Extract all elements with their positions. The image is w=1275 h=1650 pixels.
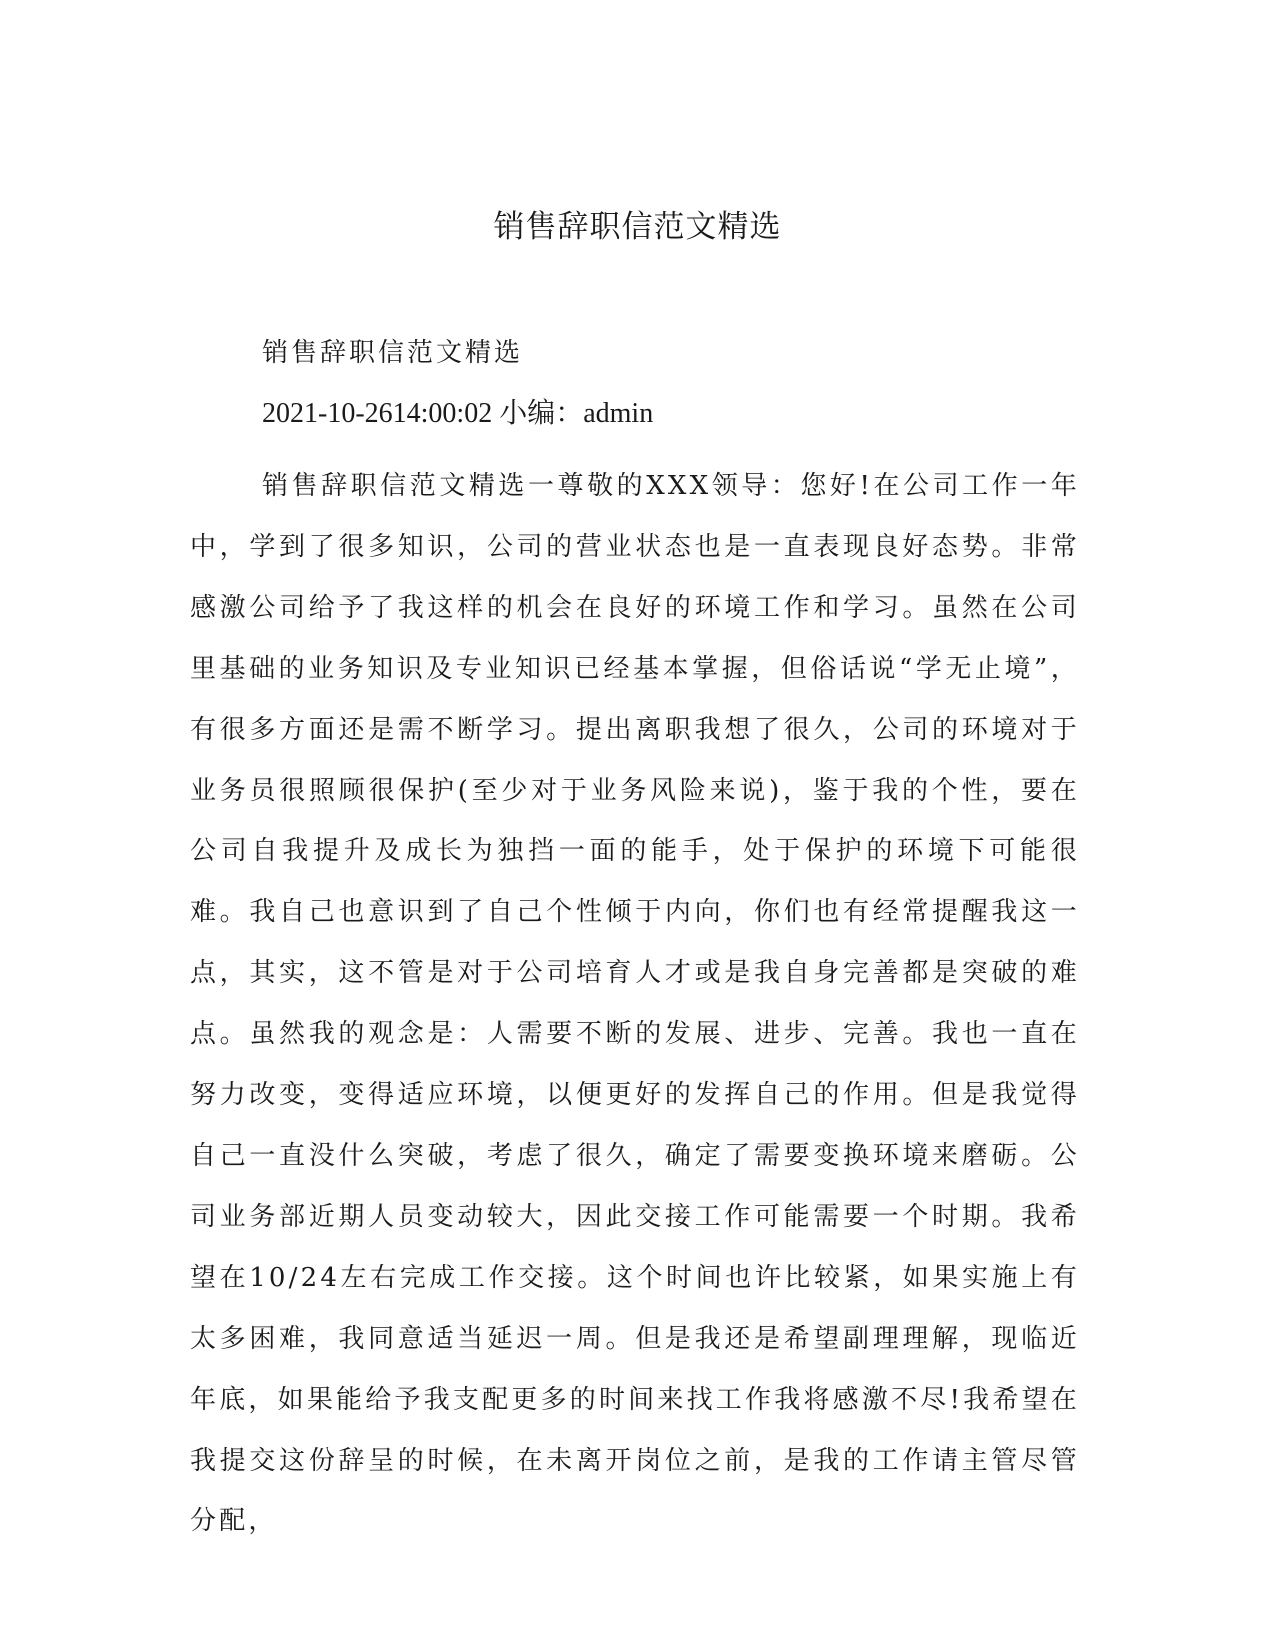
article-subtitle: 销售辞职信范文精选	[262, 338, 524, 368]
article-meta: 2021-10-2614:00:02 小编：admin	[262, 398, 654, 429]
page-title: 销售辞职信范文精选	[493, 209, 782, 245]
article-body: 销售辞职信范文精选一尊敬的XXX领导：您好!在公司工作一年中，学到了很多知识，公司的营业状态也是一直表现良好态势。非常感激公司给予了我这样的机会在良好的环境工作和学习。虽然在公司里基础的业务知识及专业知识已经基本掌握，但俗话说“学无止境”，有很多方面还是需不断学习。提出离职我想了很久，公司的环境对于业务员很照顾很保护(至少对于业务风险来说)，鉴于我的个性，要在公司自我提升及成长为独挡一面的能手，处于保护的环境下可能很难。我自己也意识到了自己个性倾于内向，你们也有经常提醒我这一点，其实，这不管是对于公司培育人才或是我自身完善都是突破的难点。虽然我的观念是：人需要不断的发展、进步、完善。我也一直在努力改变，变得适应环境，以便更好的发挥自己的作用。但是我觉得自己一直没什么突破，考虑了很久，确定了需要变换环境来磨砺。公司业务部近期人员变动较大，因此交接工作可能需要一个时期。我希望在10/24左右完成工作交接。这个时间也许比较紧，如果实施上有太多困难，我同意适当延迟一周。但是我还是希望副理理解，现临近年底，如果能给予我支配更多的时间来找工作我将感激不尽!我希望在我提交这份辞呈的时候，在未离开岗位之前，是我的工作请主管尽管分配，	[190, 471, 1080, 1537]
